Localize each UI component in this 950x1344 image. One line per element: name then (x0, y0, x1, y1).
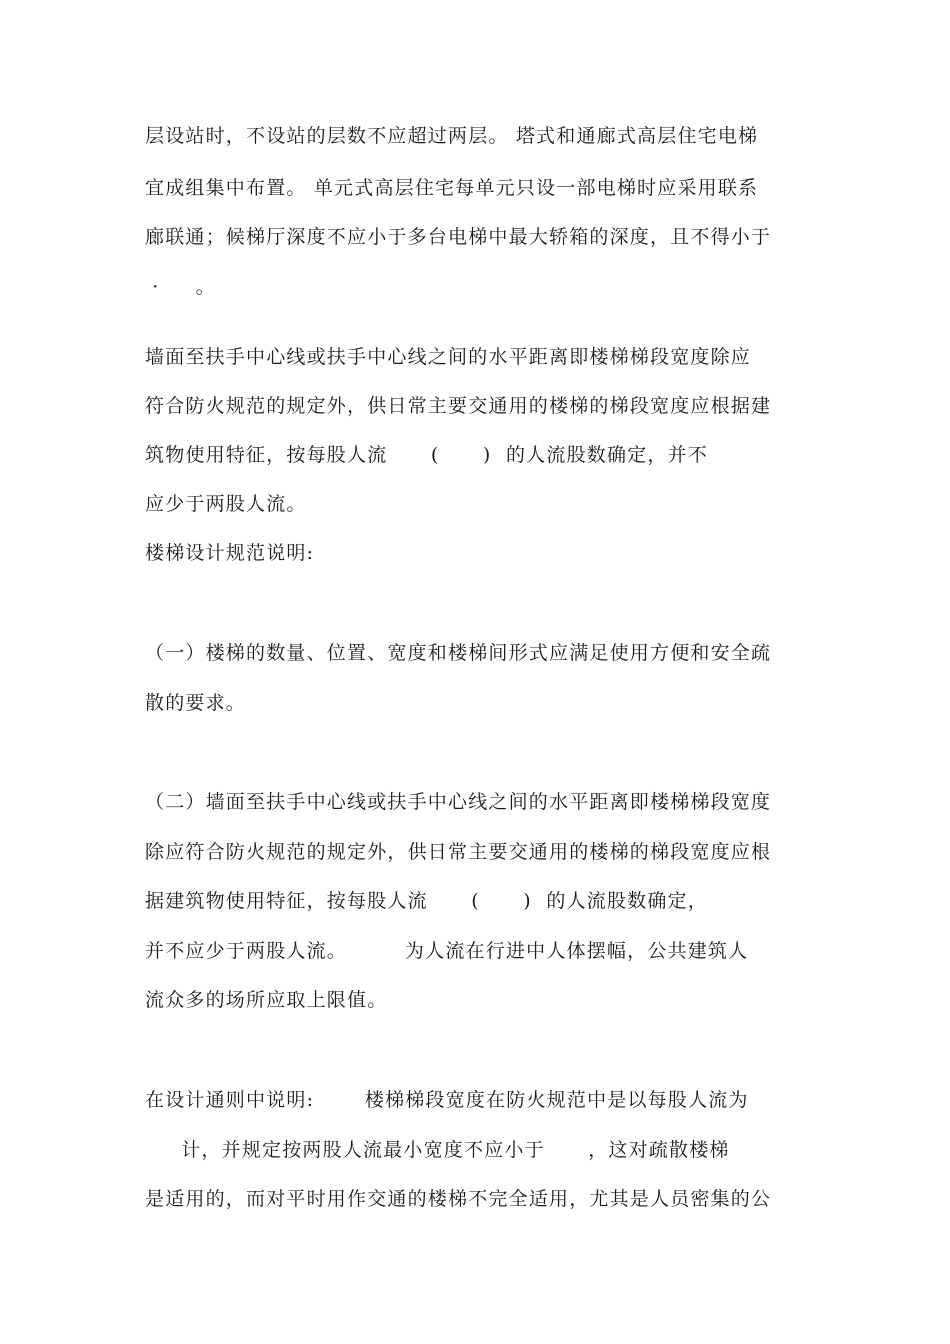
text-line: · 。 (145, 276, 216, 298)
text-line: 散的要求。 (145, 692, 247, 714)
text-line: 据建筑物使用特征，按每股人流 ( ) 的人流股数确定， (145, 890, 708, 912)
text-line: 筑物使用特征，按每股人流 ( ) 的人流股数确定，并不 (145, 444, 708, 466)
text-line: 是适用的，而对平时用作交通的楼梯不完全适用，尤其是人员密集的公 (145, 1188, 772, 1210)
text-line: 墙面至扶手中心线或扶手中心线之间的水平距离即楼梯梯段宽度除应 (145, 346, 752, 368)
text-line: 层设站时，不设站的层数不应超过两层。 塔式和通廊式高层住宅电梯 (145, 125, 759, 147)
text-line: 应少于两股人流。 (145, 493, 307, 515)
text-line: 并不应少于两股人流。 为人流在行进中人体摆幅，公共建筑人 (145, 940, 749, 962)
text-line: 流众多的场所应取上限值。 (145, 989, 388, 1011)
section-heading: 楼梯设计规范说明: (145, 542, 315, 564)
text-line: 廊联通；候梯厅深度不应小于多台电梯中最大轿箱的深度，且不得小于 (145, 226, 772, 248)
text-line: 计，并规定按两股人流最小宽度不应小于 ，这对疏散楼梯 (145, 1139, 730, 1161)
text-line: 符合防火规范的规定外，供日常主要交通用的楼梯的梯段宽度应根据建 (145, 395, 772, 417)
text-line: （一）楼梯的数量、位置、宽度和楼梯间形式应满足使用方便和安全疏 (145, 642, 772, 664)
text-line: 宜成组集中布置。 单元式高层住宅每单元只设一部电梯时应采用联系 (145, 177, 759, 199)
text-line: （二）墙面至扶手中心线或扶手中心线之间的水平距离即楼梯梯段宽度 (145, 791, 772, 813)
text-line: 在设计通则中说明: 楼梯梯段宽度在防火规范中是以每股人流为 (145, 1089, 749, 1111)
text-line: 除应符合防火规范的规定外，供日常主要交通用的楼梯的梯段宽度应根 (145, 841, 772, 863)
